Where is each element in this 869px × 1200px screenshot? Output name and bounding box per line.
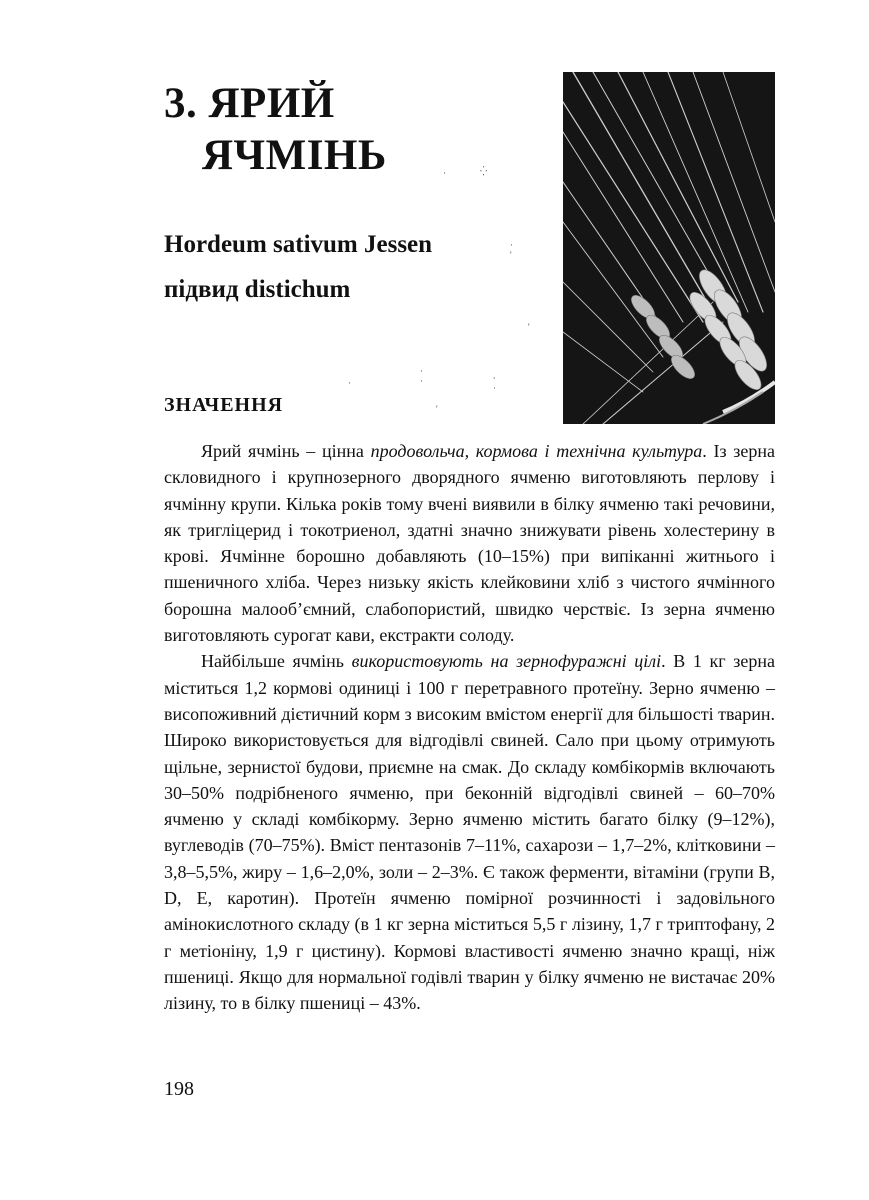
paragraph-2 [164, 648, 775, 1016]
page-number: 198 [164, 1078, 194, 1100]
paragraph-1 [164, 438, 775, 648]
latin-name-line1: Hordeum sativum Jessen [164, 231, 433, 258]
chapter-title-line1: 3. ЯРИЙ [164, 80, 335, 127]
latin-species-name [164, 222, 432, 312]
paragraph-2-emphasis: використовують на зернофуражні цілі [351, 651, 662, 672]
barley-ear-illustration [563, 72, 775, 424]
barley-photo [563, 72, 775, 424]
latin-name-line2: підвид distichum [164, 276, 351, 303]
paragraph-1-emphasis: продовольча, кормова і технічна культура [370, 441, 703, 461]
paragraph-2-text-a: Найбільше ячмінь [201, 651, 352, 672]
paragraph-1-text-a: Ярий ячмінь – цінна [201, 441, 371, 461]
chapter-title [164, 78, 387, 182]
body-text [164, 438, 775, 1017]
paragraph-1-text-b: . Із зерна скловидного і крупнозерного дворядного ячменю виготовляють перлову і ячмінну крупи. Кілька років тому вчені виявили в білку ячменю такі речовини, як тригліцерид і токотриенол, здатні значно знижувати рівень холестерину в крові. Ячмінне борошно добавляють (10–15%) при випіканні житнього і пшеничного хліба. Через низьку якість клейковини хліб з чистого ячмінного борошна малооб’ємний, слабопористий, швидко черствіє. Із зерна ячменю виготовляють сурогат кави, екстракти солоду. [164, 441, 775, 646]
paragraph-2-text-b: . В 1 кг зерна міститься 1,2 кормові одиниці і 100 г перетравного протеїну. Зерно ячменю – висопоживний дієтичний корм з високим вмістом енергії для більшості тварин. Широко використовується для відгодівлі свиней. Сало при цьому отримують щільне, зернистої будови, приємне на смак. До складу комбікормів включають 30–50% подрібненого ячменю, при беконній відгодівлі свиней – 60–70% ячменю у складі комбікорму. Зерно ячменю містить багато білку (9–12%), вуглеводів (70–75%). Вміст пентазонів 7–11%, сахарози – 1,7–2%, клітковини – 3,8–5,5%, жиру – 1,6–2,0%, золи – 2–3%. Є також ферменти, вітаміни (групи B, D, E, каротин). Протеїн ячменю помірної розчинності і задовільного амінокислотного складу (в 1 кг зерна міститься 5,5 г лізину, 1,7 г триптофану, 2 г метіоніну, 1,9 г цистину). Кормові властивості ячменю значно кращі, ніж пшениці. Якщо для нормальної годівлі тварин у білку ячменю не вистачає 20% лізину, то в білку пшениці – 43%. [164, 651, 775, 1014]
book-page: 3. ЯРИЙ ЯЧМІНЬ Hordeum sativum Jessen підвид distichum · ⁛ · ' ' · · ⸳ · · ' ЗНАЧЕННЯ Ярий ячмінь – цінна продовольча, кормова і технічна культура. Із зерна скловидного і крупнозерного дворядного ячменю виготовляють перлову і ячмінну крупи. Кілька років тому вчені виявили в білку ячменю такі речовини, як тригліцерид і токотриенол, здатні значно знижувати рівень холестерину в крові. Ячмінне борошно добавляють (10–15%) при випіканні житнього і пшеничного хліба. Через низьку якість клейковини хліб з чистого ячмінного борошна малооб’ємний, слабопористий, швидко черствіє. Із зерна ячменю виготовляють сурогат кави, екстракти солоду. Найбільше ячмінь використовують на зернофуражні цілі. В 1 кг зерна міститься 1,2 кормові одиниці і 100 г перетравного протеїну. Зерно ячменю – висопоживний дієтичний корм з високим вмістом енергії для більшості тварин. Широко використовується для відгодівлі свиней. Сало при цьому отримують щільне, зернистої будови, приємне на смак. До складу комбікормів включають 30–50% подрібненого ячменю, при беконній відгодівлі свиней – 60–70% ячменю у складі комбікорму. Зерно ячменю містить багато білку (9–12%), вуглеводів (70–75%). Вміст пентазонів 7–11%, сахарози – 1,7–2%, клітковини – 3,8–5,5%, жиру – 1,6–2,0%, золи – 2–3%. Є також ферменти, вітаміни (групи B, D, E, каротин). Протеїн ячменю помірної розчинності і задовільного амінокислотного складу (в 1 кг зерна міститься 5,5 г лізину, 1,7 г триптофану, 2 г метіоніну, 1,9 г цистину). Кормові властивості ячменю значно кращі, ніж пшениці. Якщо для нормальної годівлі тварин у білку ячменю не вистачає 20% лізину, то в білку пшениці – 43%. 198 [0, 0, 869, 1200]
section-heading: ЗНАЧЕННЯ [164, 394, 284, 416]
chapter-title-line2: ЯЧМІНЬ [202, 132, 387, 179]
